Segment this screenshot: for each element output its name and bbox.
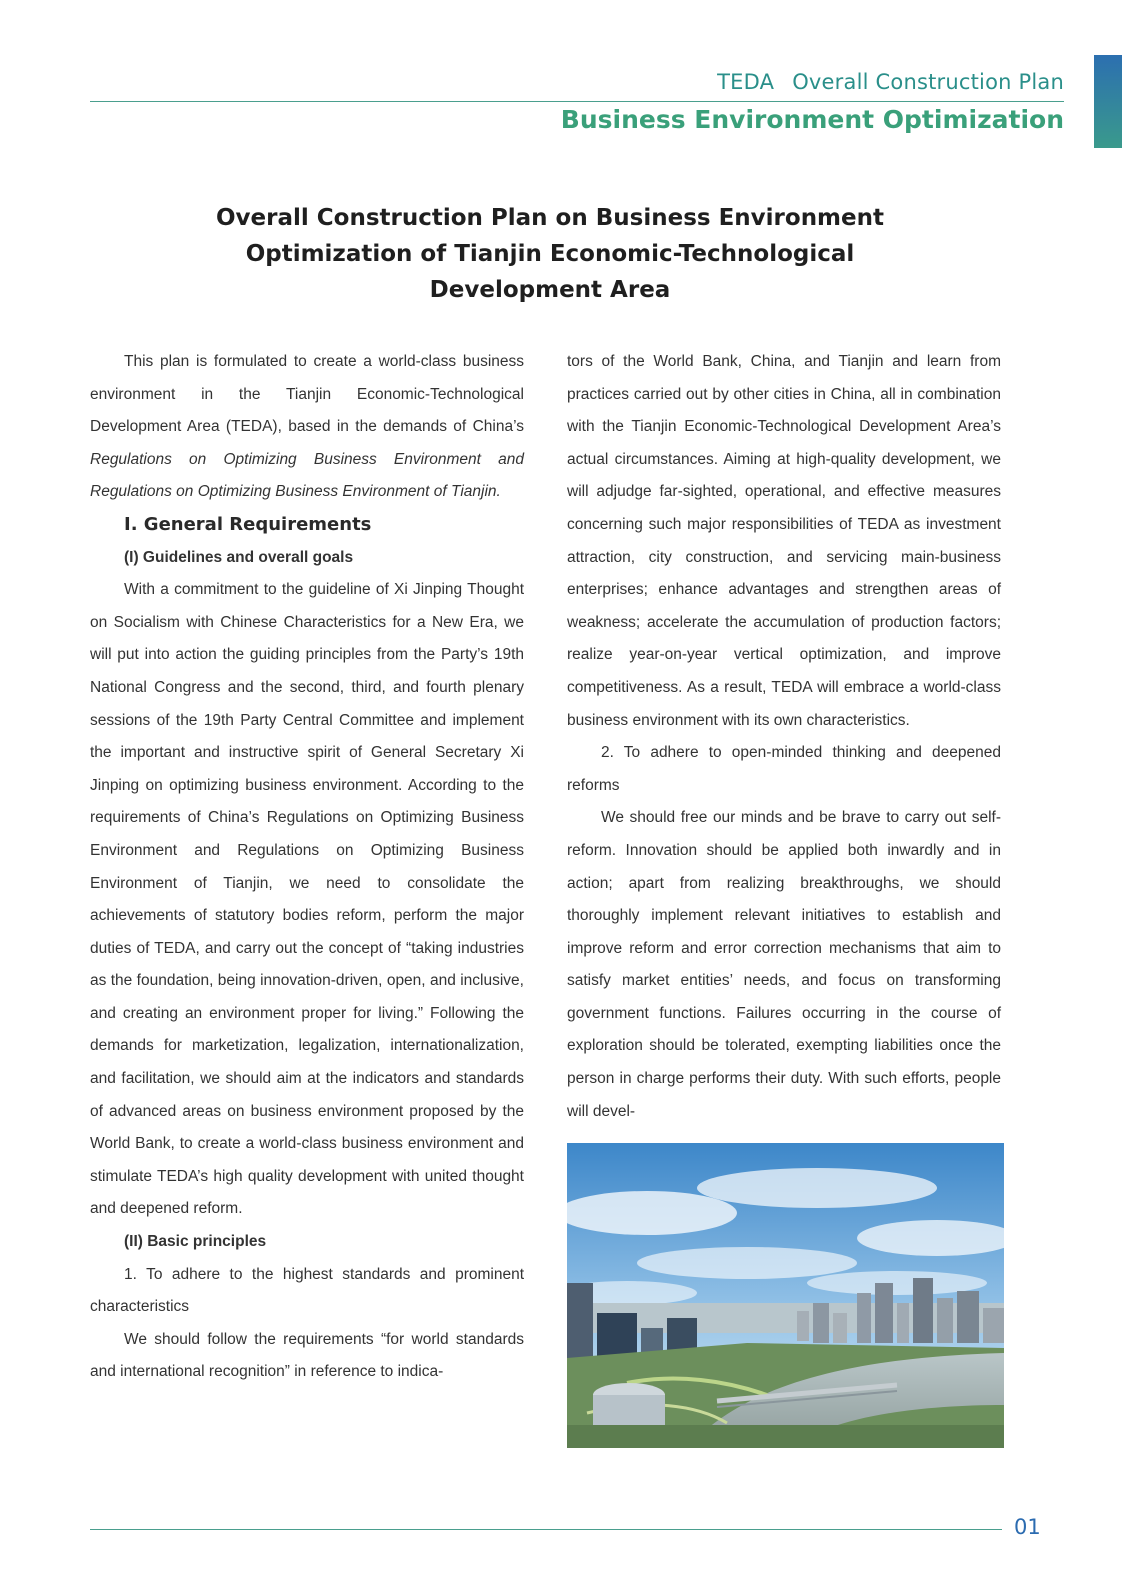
intro-text: This plan is formulated to create a world-class business environment in the Tianjin Economic-Technological Development Area (TEDA), based in the demands of China’s [90, 353, 524, 436]
chapter-edge-tab [1094, 55, 1122, 148]
paragraph-principle-1-continued: tors of the World Bank, China, and Tianjin and learn from practices carried out by other cities in China, all in combination with the Tianjin Economic-Technological Development Area’s actual circumstances. Aiming at high-quality development, we will adjudge far-sighted, operational, and effective measures concerning such major responsibilities of TEDA as investment attraction, city construction, and servicing main-business enterprises; enhance advantages and strengthen areas of weakness; accelerate the accumulation of production factors; realize year-on-year vertical optimization, and improve competitiveness. As a result, TEDA will embrace a world-class business environment with its own characteristics. [567, 353, 1001, 729]
paragraph-guidelines: With a commitment to the guideline of Xi Jinping Thought on Socialism with Chinese Characteristics for a New Era, we will put into action the guiding principles from the Party’s 19th National Congress and the second, third, and fourth plenary sessions of the 19th Party Central Committee and implement the important and instructive spirit of General Secretary Xi Jinping on optimizing business environment. According to the requirements of China’s Regulations on Optimizing Business Environment and Regulations on Optimizing Business Environment of Tianjin, we need to consolidate the achievements of statutory bodies reform, perform the major duties of TEDA, and carry out the concept of “taking industries as the foundation, being innovation-driven, open, and inclusive, and creating an environment proper for living.” Following the demands for marketization, legalization, internationalization, and facilitation, we should aim at the indicators and standards of advanced areas on business environment proposed by the World Bank, to create a world-class business environment and stimulate TEDA’s high quality development with united thought and deepened reform. [90, 581, 524, 1218]
subsection-heading-guidelines: (I) Guidelines and overall goals [124, 548, 354, 566]
intro-regulations-italic: Regulations on Optimizing Business Environment and Regulations on Optimizing Business Environment of Tianjin. [90, 450, 524, 501]
page-number: 01 [1014, 1515, 1041, 1539]
header-brand: TEDA [717, 70, 775, 94]
header-subtitle: Business Environment Optimization [560, 105, 1064, 134]
header-series: Overall Construction Plan [792, 70, 1064, 94]
principle-1-heading: 1. To adhere to the highest standards and prominent characteristics [90, 1265, 524, 1316]
left-column [90, 346, 524, 1389]
city-river-photo [567, 1143, 1004, 1448]
paragraph-principle-1-start: We should follow the requirements “for world standards and international recognition” in reference to indica- [90, 1330, 524, 1381]
footer-divider [90, 1529, 1002, 1530]
right-column [567, 346, 1001, 1128]
intro-paragraph [90, 346, 524, 509]
subsection-heading-basic-principles: (II) Basic principles [124, 1233, 267, 1251]
paragraph-principle-2: We should free our minds and be brave to carry out self-reform. Innovation should be applied both inwardly and in action; apart from realizing breakthroughs, we should thoroughly implement relevant initiatives to establish and improve reform and error correction mechanisms that aim to satisfy market entities’ needs, and focus on transforming government functions. Failures occurring in the course of exploration should be tolerated, exempting liabilities once the person in charge performs their duty. With such efforts, people will devel- [567, 809, 1001, 1120]
principle-2-heading: 2. To adhere to open-minded thinking and deepened reforms [567, 744, 1001, 794]
section-heading-general-requirements: I. General Requirements [124, 513, 372, 535]
document-title: Overall Construction Plan on Business Environment Optimization of Tianjin Economic-Technological Development Area [215, 205, 884, 303]
header-divider [90, 101, 1064, 102]
running-header [717, 70, 1064, 94]
city-river-illustration [567, 1143, 1004, 1448]
